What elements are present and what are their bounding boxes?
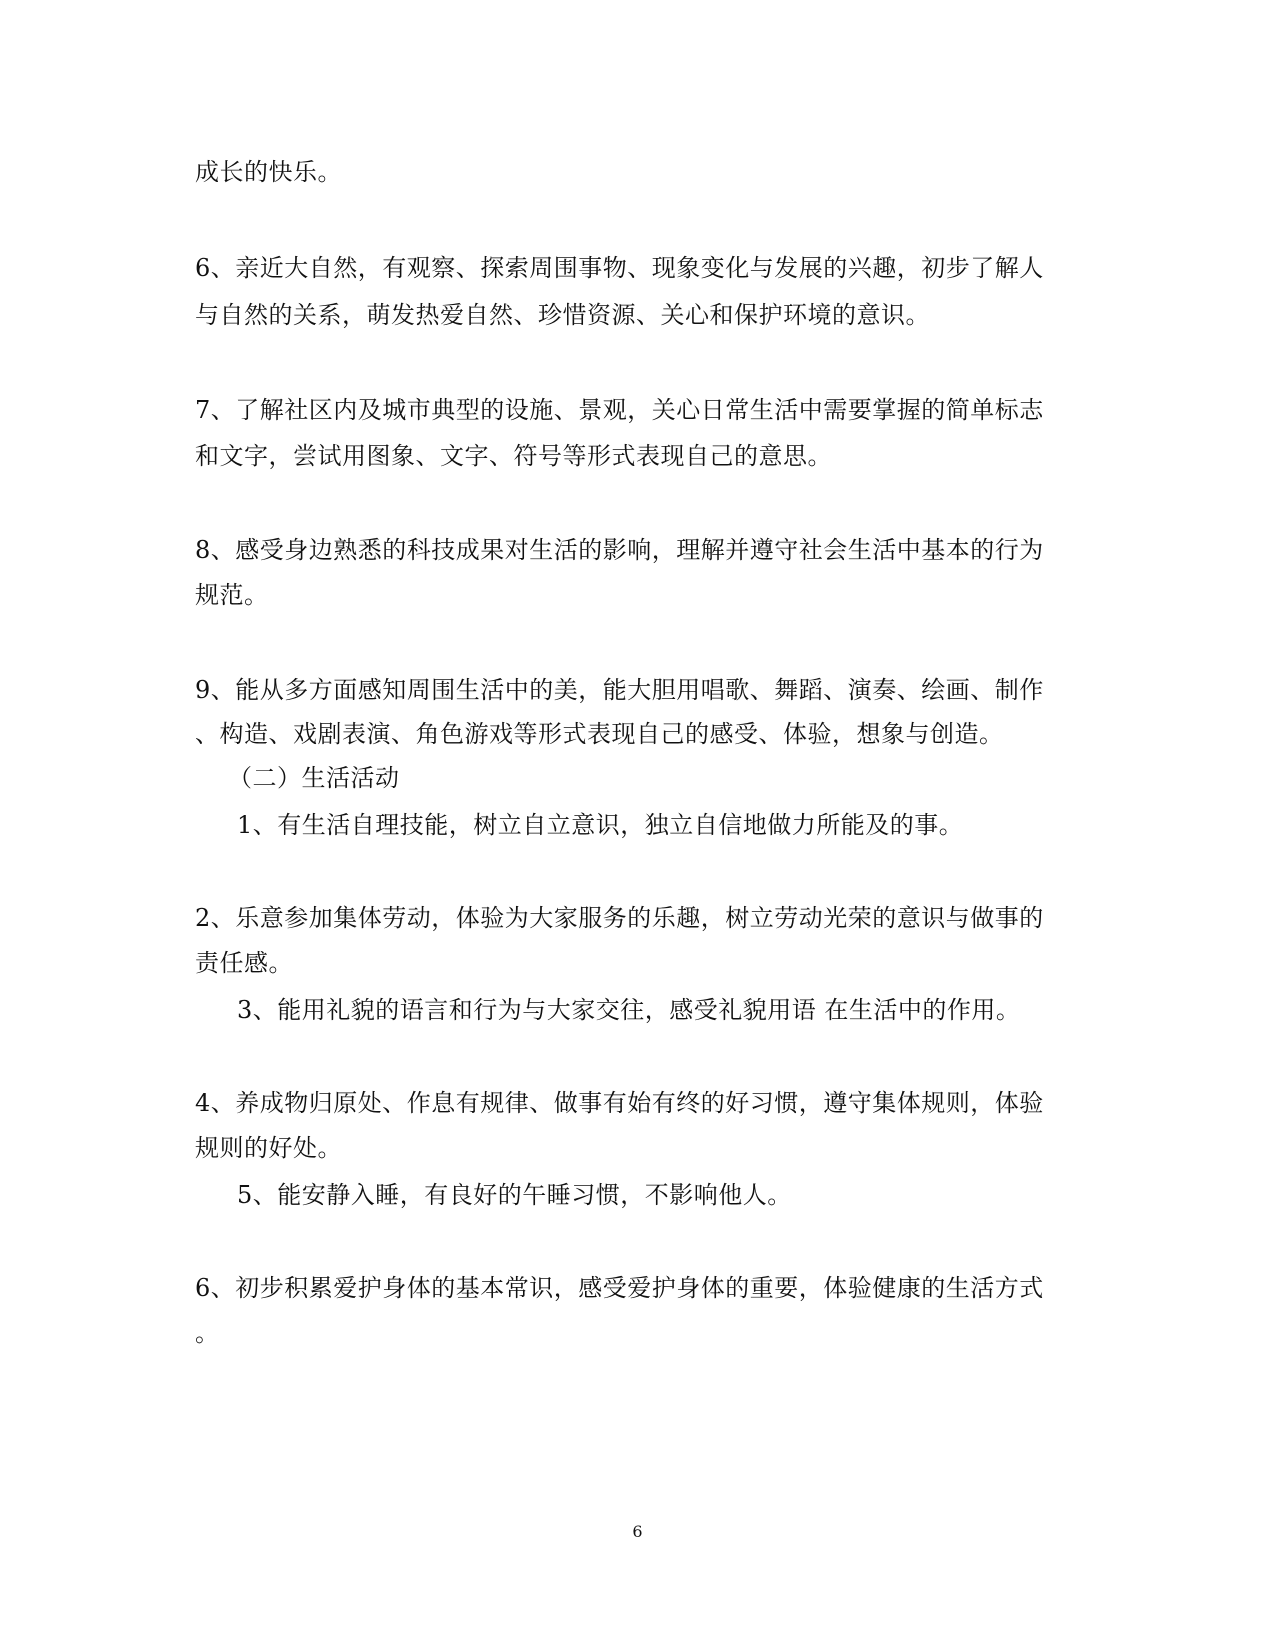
text-line: 6、初步积累爱护身体的基本常识，感受爱护身体的重要，体验健康的生活方式 [195,1274,1044,1302]
text-line: 4、养成物归原处、作息有规律、做事有始有终的好习惯，遵守集体规则，体验 [195,1089,1044,1117]
page-number: 6 [632,1522,643,1541]
section-heading: （二）生活活动 [228,764,400,792]
text-line: 8、感受身边熟悉的科技成果对生活的影响，理解并遵守社会生活中基本的行为 [195,536,1044,564]
text-line: 2、乐意参加集体劳动，体验为大家服务的乐趣，树立劳动光荣的意识与做事的 [195,904,1044,932]
text-line: 与自然的关系，萌发热爱自然、珍惜资源、关心和保护环境的意识。 [195,301,930,329]
text-line: 7、了解社区内及城市典型的设施、景观，关心日常生活中需要掌握的简单标志 [195,396,1044,424]
text-line: 1、有生活自理技能，树立自立意识，独立自信地做力所能及的事。 [237,811,964,839]
text-line: 。 [195,1319,220,1347]
text-line: 规则的好处。 [195,1134,342,1162]
text-line: 责任感。 [195,949,293,977]
text-line: 、构造、戏剧表演、角色游戏等形式表现自己的感受、体验，想象与创造。 [195,720,1004,748]
text-line: 6、亲近大自然，有观察、探索周围事物、现象变化与发展的兴趣，初步了解人 [195,254,1044,282]
text-line: 5、能安静入睡，有良好的午睡习惯，不影响他人。 [237,1181,792,1209]
text-line: 成长的快乐。 [195,158,342,186]
text-line: 3、能用礼貌的语言和行为与大家交往，感受礼貌用语 在生活中的作用。 [237,996,1021,1024]
text-line: 9、能从多方面感知周围生活中的美，能大胆用唱歌、舞蹈、演奏、绘画、制作 [195,676,1044,704]
text-line: 和文字，尝试用图象、文字、符号等形式表现自己的意思。 [195,442,832,470]
text-line: 规范。 [195,581,269,609]
